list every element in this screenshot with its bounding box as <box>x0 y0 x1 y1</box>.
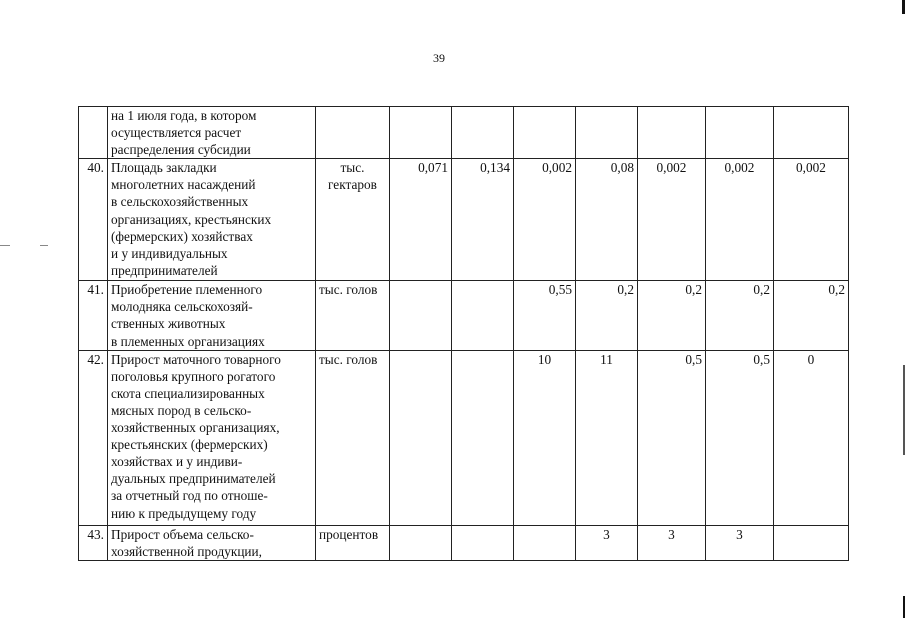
value-cell: 11 <box>576 350 638 525</box>
indicator-name-line: мясных пород в сельско- <box>111 402 252 418</box>
value-cell <box>638 107 706 159</box>
value-cell <box>452 281 514 350</box>
value-cell: 0,08 <box>576 159 638 281</box>
value-cell <box>452 350 514 525</box>
value-cell: 10 <box>514 350 576 525</box>
indicator-name-line: хозяйствах и у индиви- <box>111 454 243 470</box>
scan-dash-mark <box>40 245 48 246</box>
indicator-name-line: крестьянских (фермерских) <box>111 437 268 453</box>
value-cell <box>390 350 452 525</box>
indicator-name-line: осуществляется расчет <box>111 125 242 141</box>
value-cell <box>514 107 576 159</box>
table-row <box>79 107 849 159</box>
value-cell: 0,002 <box>638 159 706 281</box>
value-cell: 0,071 <box>390 159 452 281</box>
unit-line: процентов <box>319 526 379 542</box>
indicator-name-line: в сельскохозяйственных <box>111 194 249 210</box>
indicator-name-line: дуальных предпринимателей <box>111 471 276 487</box>
indicator-name-line: молодняка сельскохозяй- <box>111 299 253 315</box>
unit-line: тыс. голов <box>319 282 378 298</box>
indicator-name-line: нию к предыдущему году <box>111 505 257 521</box>
table-row <box>79 281 849 350</box>
value-cell <box>390 525 452 560</box>
unit-cell <box>316 281 390 350</box>
table-row <box>79 525 849 560</box>
indicator-name-line: Приобретение племенного <box>111 282 263 298</box>
value-cell: 0 <box>774 350 849 525</box>
value-cell: 0,002 <box>514 159 576 281</box>
value-cell <box>452 107 514 159</box>
unit-cell <box>316 159 390 281</box>
indicators-table <box>78 106 849 561</box>
indicator-name-line: предпринимателей <box>111 262 218 278</box>
value-cell: 3 <box>706 525 774 560</box>
unit-line: тыс. голов <box>319 351 378 367</box>
unit-cell <box>316 107 390 159</box>
indicator-name-line: хозяйственных организациях, <box>111 420 280 436</box>
indicator-name-line: (фермерских) хозяйствах <box>111 228 253 244</box>
value-cell <box>514 525 576 560</box>
indicator-name <box>108 159 316 281</box>
indicator-name-line: ственных животных <box>111 316 226 332</box>
value-cell: 0,5 <box>706 350 774 525</box>
row-number: 41. <box>79 281 108 350</box>
value-cell <box>774 525 849 560</box>
value-cell: 0,2 <box>576 281 638 350</box>
row-number <box>79 107 108 159</box>
value-cell: 0,002 <box>774 159 849 281</box>
indicator-name-line: поголовья крупного рогатого <box>111 368 276 384</box>
indicator-name-line: Прирост маточного товарного <box>111 351 281 367</box>
indicator-name <box>108 350 316 525</box>
value-cell: 3 <box>638 525 706 560</box>
indicator-name-line: и у индивидуальных <box>111 245 228 261</box>
value-cell <box>576 107 638 159</box>
value-cell: 0,2 <box>638 281 706 350</box>
indicator-name-line: распределения субсидии <box>111 142 251 158</box>
value-cell: 0,5 <box>638 350 706 525</box>
indicator-name-line: Прирост объема сельско- <box>111 526 254 542</box>
indicator-name-line: Площадь закладки <box>111 160 217 176</box>
table-row <box>79 159 849 281</box>
value-cell <box>390 281 452 350</box>
unit-line: гектаров <box>328 177 377 193</box>
row-number: 40. <box>79 159 108 281</box>
indicator-name-line: организациях, крестьянских <box>111 211 272 227</box>
scan-dash-mark <box>0 245 10 246</box>
unit-cell <box>316 350 390 525</box>
value-cell <box>774 107 849 159</box>
value-cell <box>390 107 452 159</box>
indicator-name-line: за отчетный год по отноше- <box>111 488 268 504</box>
indicator-name <box>108 107 316 159</box>
indicator-name <box>108 525 316 560</box>
row-number: 42. <box>79 350 108 525</box>
value-cell <box>452 525 514 560</box>
indicator-name-line: многолетних насаждений <box>111 177 256 193</box>
value-cell: 0,55 <box>514 281 576 350</box>
indicator-name-line: хозяйственной продукции, <box>111 543 262 559</box>
unit-cell <box>316 525 390 560</box>
indicator-name-line: на 1 июля года, в котором <box>111 108 257 123</box>
indicator-name <box>108 281 316 350</box>
table-row <box>79 350 849 525</box>
indicator-name-line: в племенных организациях <box>111 333 265 349</box>
unit-line: тыс. <box>340 160 365 176</box>
value-cell: 3 <box>576 525 638 560</box>
page-number: 39 <box>433 51 445 65</box>
value-cell: 0,2 <box>706 281 774 350</box>
value-cell: 0,2 <box>774 281 849 350</box>
value-cell: 0,002 <box>706 159 774 281</box>
value-cell: 0,134 <box>452 159 514 281</box>
row-number: 43. <box>79 525 108 560</box>
indicator-name-line: скота специализированных <box>111 385 265 401</box>
value-cell <box>706 107 774 159</box>
